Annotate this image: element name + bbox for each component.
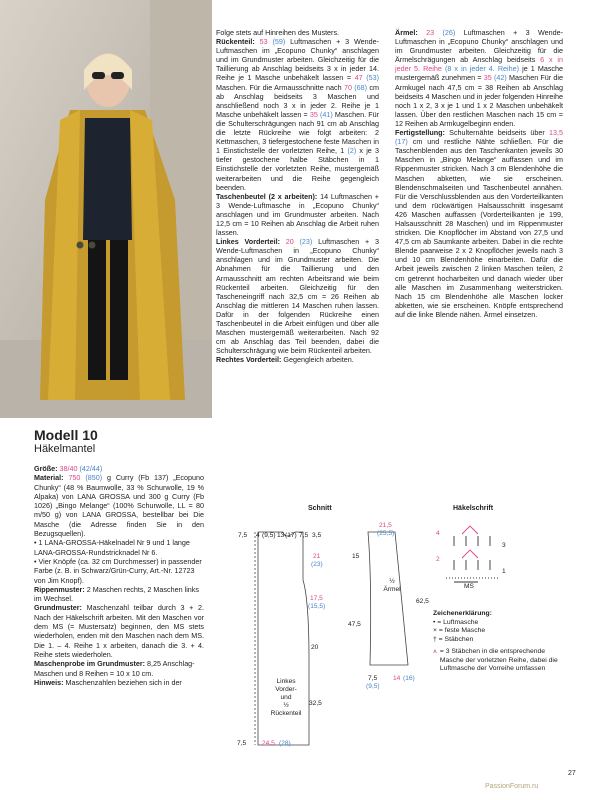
pattern-label: Grundmuster: <box>34 603 82 613</box>
back-label: Rückenteil: <box>216 37 255 47</box>
body-piece-label <box>269 678 303 718</box>
dim-20: 20 <box>311 644 319 651</box>
sleeve-bot-b: 14 <box>393 675 401 682</box>
sleeve-text-2: je 1 Masche mustergemäß zunehmen = <box>395 64 564 83</box>
legend <box>433 610 563 674</box>
cluster-icon: ⩚ <box>433 648 437 655</box>
body-label-1: Linkes <box>276 678 296 685</box>
finishing-a: 13,5 <box>549 128 563 138</box>
rib-text: 2 Maschen rechts, 2 Maschen links im Wechsel. <box>34 584 199 604</box>
back-text-4: Maschen. Für die Schulterschrägungen nach 91 cm ab Anschlag die letzte Rückreihe wie folgt arbeiten: 2 Kettmaschen, 3 tiefergestochene feste Maschen in 1 Einstichstelle der vorletzten Reihe, 1 <box>216 109 379 156</box>
rib-label: Rippenmuster: <box>34 584 85 594</box>
sleeve-top-a: 21,5 <box>379 522 392 529</box>
legend-item-sc <box>433 627 563 636</box>
model-subtitle: Häkelmantel <box>34 443 96 455</box>
back-i: (2) <box>347 146 357 156</box>
dim-21: 21 <box>313 553 321 560</box>
sleeve-b: (26) <box>434 28 456 37</box>
dim-15: 15 <box>352 553 360 560</box>
legend-text-4: = 3 Stäbchen in die entsprechende Masche der vorletzten Reihe, dabei die Luftmasche der Vorreihe umfassen <box>439 648 558 672</box>
back-b: (59) <box>267 37 286 47</box>
right-column <box>395 28 563 319</box>
mid-intro: Folge stets auf Hinreihen des Musters. <box>216 28 340 37</box>
material-a: 750 <box>63 473 81 483</box>
haekel-row3: 3 <box>502 542 506 549</box>
material-label: Material: <box>34 473 64 483</box>
note-text: Maschenzahlen beziehen sich in der <box>63 677 182 687</box>
back-text-1: Luftmaschen + 3 Wende-Luftmaschen im „Ecopuno Chunky“ anschlagen und im Grundmuster arbeiten. Gleichzeitig für die Taillierung ab Anschlag beidseits 3 x in jeder 14. Reihe je 1 Masche unbehäkelt lassen = <box>216 37 380 83</box>
finishing-text-1: Schulternähte beidseits über <box>444 128 549 138</box>
back-g: 35 <box>309 109 318 119</box>
back-h: (41) <box>317 109 333 119</box>
material-text: g Curry (Fb 137) „Ecopuno Chunky“ (48 % Baumwolle, 33 % Schurwolle, 19 % Alpaka) von LANA GROSSA und 300 g Curry (Fb 1026) „Bingo Melange“ (100% Schurwolle, LL = 80 m/50 g) von LANA GROSSA, bestellbar bei Die Masche (die Adresse finden Sie in den Bezugsquellen). <box>34 473 204 539</box>
sleeve-label: Ärmel: <box>395 28 418 37</box>
sc-icon: × <box>433 627 437 634</box>
finishing-b: (17) <box>395 137 408 147</box>
sleeve-c: 6 x in jeder 5. Reihe <box>395 55 563 74</box>
size-value: 38/40 <box>57 464 78 473</box>
dim-28: (28) <box>279 740 291 747</box>
finishing-text-2: cm und restliche Nähte schließen. Für die Taschenblenden aus den Taschenkanten jeweils 30 Maschen in „Bingo Melange“ auffassen und im Rippenmuster stricken. Nach 3 cm Blendenhöhe die Maschen abketten, wie sie erscheinen. Blendenschmalseiten und Taschenbeutel annähen. Für die Verschlussblenden aus den Vorderteilkanten und dem rückwärtigen Halsausschnitt insgesamt 426 Maschen auffassen (Vorderteilkanten je 199, Halsausschnitt 28 Maschen) und im Rippenmuster stricken. Die Knopflöcher im Abstand von 27,5 und 47,5 cm ab Saumkante arbeiten. Dabei in die rechte Blende paarweise 2 x 2 Knopflöcher jeweils nach 3 und 10 cm Blendenhöhe einarbeiten. Dafür die Arbeit jeweils zwischen 2 linken Maschen teilen, 2 cm getrennt hocharbeiten und danach wieder über alle Maschen im Zusammenhang weiterstricken. Nach 15 cm Blendenhöhe alle Maschen locker abketten, wie sie erscheinen. Knöpfe entsprechend auf die linke Blende nähen. Ärmel einsetzen. <box>395 137 563 319</box>
dim-23: (23) <box>311 561 323 568</box>
body-label-2: Vorder- und <box>275 686 297 701</box>
size-label: Größe: <box>34 464 58 473</box>
left-front-text: Luftmaschen + 3 Wende-Luftmaschen in „Ecopuno Chunky“ anschlagen und im Grundmuster arbeiten. Die Abnahmen für die Taillierung und den Armausschnitt am rechten Arbeitsrand wie beim Rückenteil arbeiten. Gleichzeitig für den Tascheneingriff nach 32,5 cm = 26 Reihen ab Anschlag die mittleren 14 Maschen ruhen lassen. Dafür in der folgenden Rückreihe einen Taschenbeutel in die Arbeit einfügen und über alle Maschen mustergemäß weiterarbeiten. Nach 92 cm ab Anschlag das Teil beenden, dabei die Schulterschrägung wie beim Rückenteil arbeiten. <box>216 237 379 356</box>
legend-text-2: = feste Masche <box>438 627 486 634</box>
dim-75-bottom: 7,5 <box>237 740 247 747</box>
finishing-label: Fertigstellung: <box>395 128 445 138</box>
haekel-title: Häkelschrift <box>453 505 494 512</box>
dim-155: (15,5) <box>308 603 326 610</box>
legend-title: Zeichenerklärung: <box>433 610 492 617</box>
bullet-needle: • 1 LANA-GROSSA-Häkelnadel Nr 9 und 1 lange LANA-GROSSA-Rundstricknadel Nr 6. <box>34 538 190 557</box>
model-photo-illustration <box>0 0 212 418</box>
model-title: Modell 10 <box>34 427 98 443</box>
dim-top-1: 7,5 <box>238 532 248 539</box>
dim-245: 24,5 <box>262 740 275 747</box>
sleeve-a: 23 <box>417 28 435 37</box>
body-label-3: ½ <box>283 702 289 709</box>
gauge-label: Maschenprobe im Grundmuster: <box>34 659 146 669</box>
dim-top-4: 13 <box>277 532 285 539</box>
pocket-text: 14 Luftmaschen + 3 Wende-Luftmasche in „Ecopuno Chunky“ anschlagen und im Grundmuster arbeiten. Nach 12,5 cm = 10 Reihen ab Anschlag die Arbeit ruhen lassen. <box>216 191 379 238</box>
back-f: (68) <box>351 82 368 92</box>
model-photo <box>0 0 212 418</box>
sleeve-e: 35 <box>483 73 492 83</box>
dim-top-5: (17) <box>285 532 297 539</box>
sleeve-label-1: ½ <box>389 578 395 585</box>
haekel-chart <box>440 520 530 590</box>
chain-icon: • <box>433 618 436 626</box>
legend-text-1: = Luftmasche <box>437 618 479 626</box>
haekel-ms: MS <box>464 583 474 590</box>
gauge-text: 8,25 Anschlag-Maschen und 8 Reihen = 10 x 10 cm. <box>34 659 195 678</box>
legend-item-dc <box>433 636 563 645</box>
sleeve-top-b: (25,5) <box>377 530 395 537</box>
sleeve-text-3: Maschen Für die Armkugel nach 47,5 cm = 38 Reihen ab Anschlag beidseits 4 Maschen und in jeder folgenden Hinreihe noch 1 x 2, 3 x je 1 und 1 x 2 Maschen unbehäkelt lassen. Über den restlichen Maschen nach 15 cm = 12 Reihen ab Armkugelbeginn enden. <box>395 73 564 128</box>
note-label: Hinweis: <box>34 677 64 687</box>
sleeve-bot-d: (9,5) <box>366 683 380 690</box>
right-front-text: Gegengleich arbeiten. <box>281 355 354 365</box>
pocket-label: Taschenbeutel (2 x arbeiten): <box>216 191 318 201</box>
right-front-label: Rechtes Vorderteil: <box>216 355 282 365</box>
left-front-b: (23) <box>293 237 313 247</box>
bullet-buttons: • Vier Knöpfe (ca. 32 cm Durchmesser) in passender Farbe (z. B. in Schwarz/Grün-Curry, Art.-Nr. 12723 von Jim Knopf). <box>34 556 202 585</box>
middle-column <box>216 28 379 364</box>
pattern-text: Maschenzahl teilbar durch 3 + 2. Nach der Häkelschrift arbeiten. Mit den Maschen vor dem MS (= Mustersatz) beginnen, den MS stets wiederholen, enden mit den Maschen nach dem MS. Die 1. – 4. Reihe 1 x arbeiten, danach die 3. + 4. Reihe stets wiederholen. <box>34 603 204 659</box>
sleeve-text-1: Luftmaschen + 3 Wende-Luftmaschen in „Ecopuno Chunky“ anschlagen und im Grundmuster arbeiten. Gleichzeitig für die Ärmelschrägungen ab Anschlag beidseits <box>395 28 563 65</box>
back-c: 47 <box>354 73 363 83</box>
legend-item-chain <box>433 619 563 628</box>
schnitt-title: Schnitt <box>308 505 332 512</box>
sleeve-f: (42) <box>491 73 507 83</box>
back-d: (53) <box>362 73 379 83</box>
dim-top-2: 4 <box>256 532 260 539</box>
sleeve-d: (8 x in jeder 4. Reihe) <box>441 64 520 74</box>
page-number: 27 <box>568 770 576 777</box>
dim-325: 32,5 <box>309 700 322 707</box>
dc-icon: † <box>433 635 437 643</box>
dim-175: 17,5 <box>310 595 323 602</box>
legend-item-cluster <box>433 648 563 674</box>
back-text-3: cm ab Anschlag beidseits 3 Maschen und anschließend noch 3 x in jeder 2. Reihe je 1 Masche unbehäkelt lassen = <box>216 82 379 119</box>
dim-625: 62,5 <box>416 598 429 605</box>
haekel-row1: 1 <box>502 568 506 575</box>
left-column <box>34 428 204 687</box>
haekel-row2: 2 <box>436 556 440 563</box>
haekel-row4: 4 <box>436 530 440 537</box>
sleeve-bot-c: (16) <box>403 675 415 682</box>
left-front-a: 20 <box>279 237 294 247</box>
body-label-4: Rückenteil <box>270 710 302 717</box>
dim-top-6: 7,5 <box>299 532 309 539</box>
back-e: 70 <box>343 82 352 92</box>
material-b: (850) <box>80 473 103 483</box>
left-front-label: Linkes Vorderteil: <box>216 237 280 247</box>
back-text-2: Maschen. Für die Armausschnitte nach <box>216 82 344 92</box>
sleeve-bot-a: 7,5 <box>368 675 378 682</box>
dim-475: 47,5 <box>348 621 361 628</box>
dim-top-7: 3,5 <box>312 532 322 539</box>
sleeve-label-2: Ärmel <box>383 586 401 593</box>
back-text-5: x je 3 tiefer gestochene halbe Stäbchen in 1 Einstichstelle der vorletzten Reihe, mustergemäß weiterarbeiten und die Reihe gegengleich beenden. <box>216 146 379 192</box>
back-a: 53 <box>254 37 268 47</box>
schnitt-diagram <box>225 520 425 760</box>
dim-top-3: (9,5) <box>262 532 276 539</box>
site-watermark: PassionForum.ru <box>485 783 539 790</box>
legend-text-3: = Stäbchen <box>438 635 474 643</box>
size-alt: (42/44) <box>77 464 103 473</box>
sleeve-piece-label <box>381 578 403 594</box>
